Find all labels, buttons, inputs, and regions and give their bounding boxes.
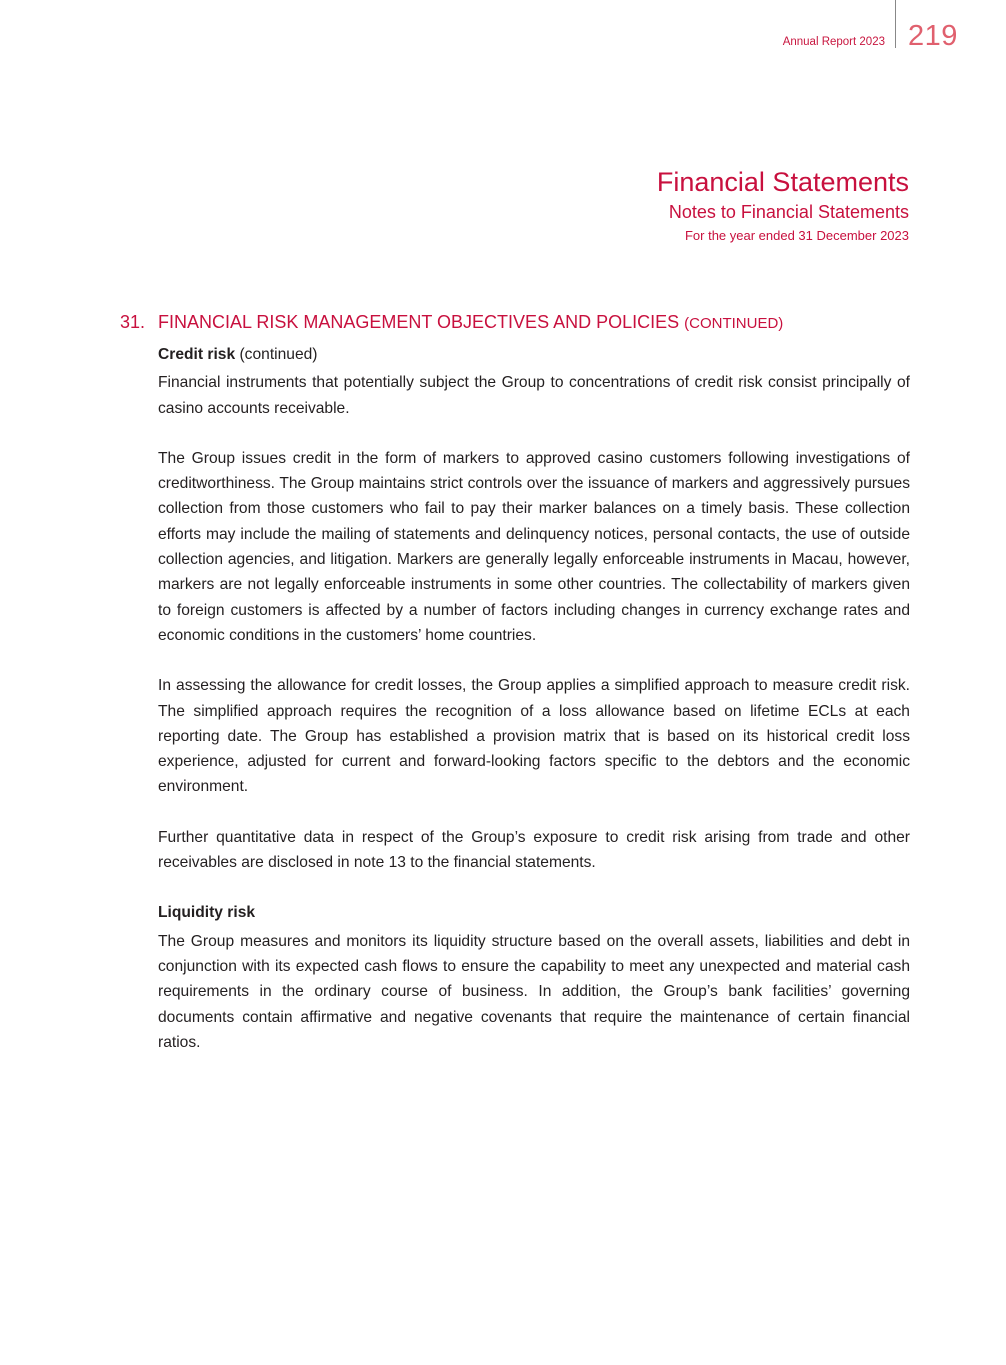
section-title: FINANCIAL RISK MANAGEMENT OBJECTIVES AND POLICIES (158, 312, 680, 332)
paragraph: The Group issues credit in the form of markers to approved casino customers following investigations of creditworthiness. The Group maintains strict controls over the issuance of markers and aggressively pursues collection from those customers who fail to pay their marker balances on a timely basis. These collection efforts may include the mailing of statements and delinquency notices, personal contacts, the use of outside collection agencies, and litigation. Markers are generally legally enforceable instruments in Macau, however, markers are not legally enforceable instruments in some other countries. The collectability of markers given to foreign customers is affected by a number of factors including changes in currency exchange rates and economic conditions in the customers’ home countries. (158, 449, 910, 644)
section-heading (120, 310, 910, 336)
paragraph: In assessing the allowance for credit losses, the Group applies a simplified approach to measure credit risk. The simplified approach requires the recognition of a loss allowance based on lifetime ECLs at each reporting date. The Group has established a provision matrix that is based on its historical credit loss experience, adjusted for current and forward-looking factors specific to the debtors and the economic environment. (158, 677, 910, 796)
section-number: 31. (120, 312, 146, 332)
paragraph: Further quantitative data in respect of the Group’s exposure to credit risk arising from trade and other receivables are disclosed in note 13 to the financial statements. (158, 828, 910, 872)
running-header-label: Annual Report 2023 (782, 36, 885, 48)
page-period: For the year ended 31 December 2023 (684, 228, 909, 243)
page-subtitle: Notes to Financial Statements (668, 202, 909, 222)
page-title: Financial Statements (656, 167, 909, 197)
page-title-block (657, 166, 909, 245)
page-number: 219 (908, 20, 958, 52)
paragraph: The Group measures and monitors its liquidity structure based on the overall assets, liabilities and debt in conjunction with its expected cash flows to ensure the capability to meet any unexpected and material cash requirements in the ordinary course of business. In addition, the Group’s bank facilities’ governing documents contain affirmative and negative covenants that require the maintenance of certain financial ratios. (158, 932, 910, 1051)
note-section (120, 310, 910, 1080)
header-divider (895, 0, 896, 48)
section-continued: (CONTINUED) (684, 315, 784, 332)
liquidity-risk-heading: Liquidity risk (158, 904, 256, 922)
credit-risk-heading (158, 342, 910, 367)
paragraph: Financial instruments that potentially subject the Group to concentrations of credit risk consist principally of casino accounts receivable. (158, 374, 910, 417)
credit-risk-title: Credit risk (158, 346, 236, 363)
section-body (158, 342, 910, 1055)
credit-risk-continued: (continued) (239, 346, 318, 363)
